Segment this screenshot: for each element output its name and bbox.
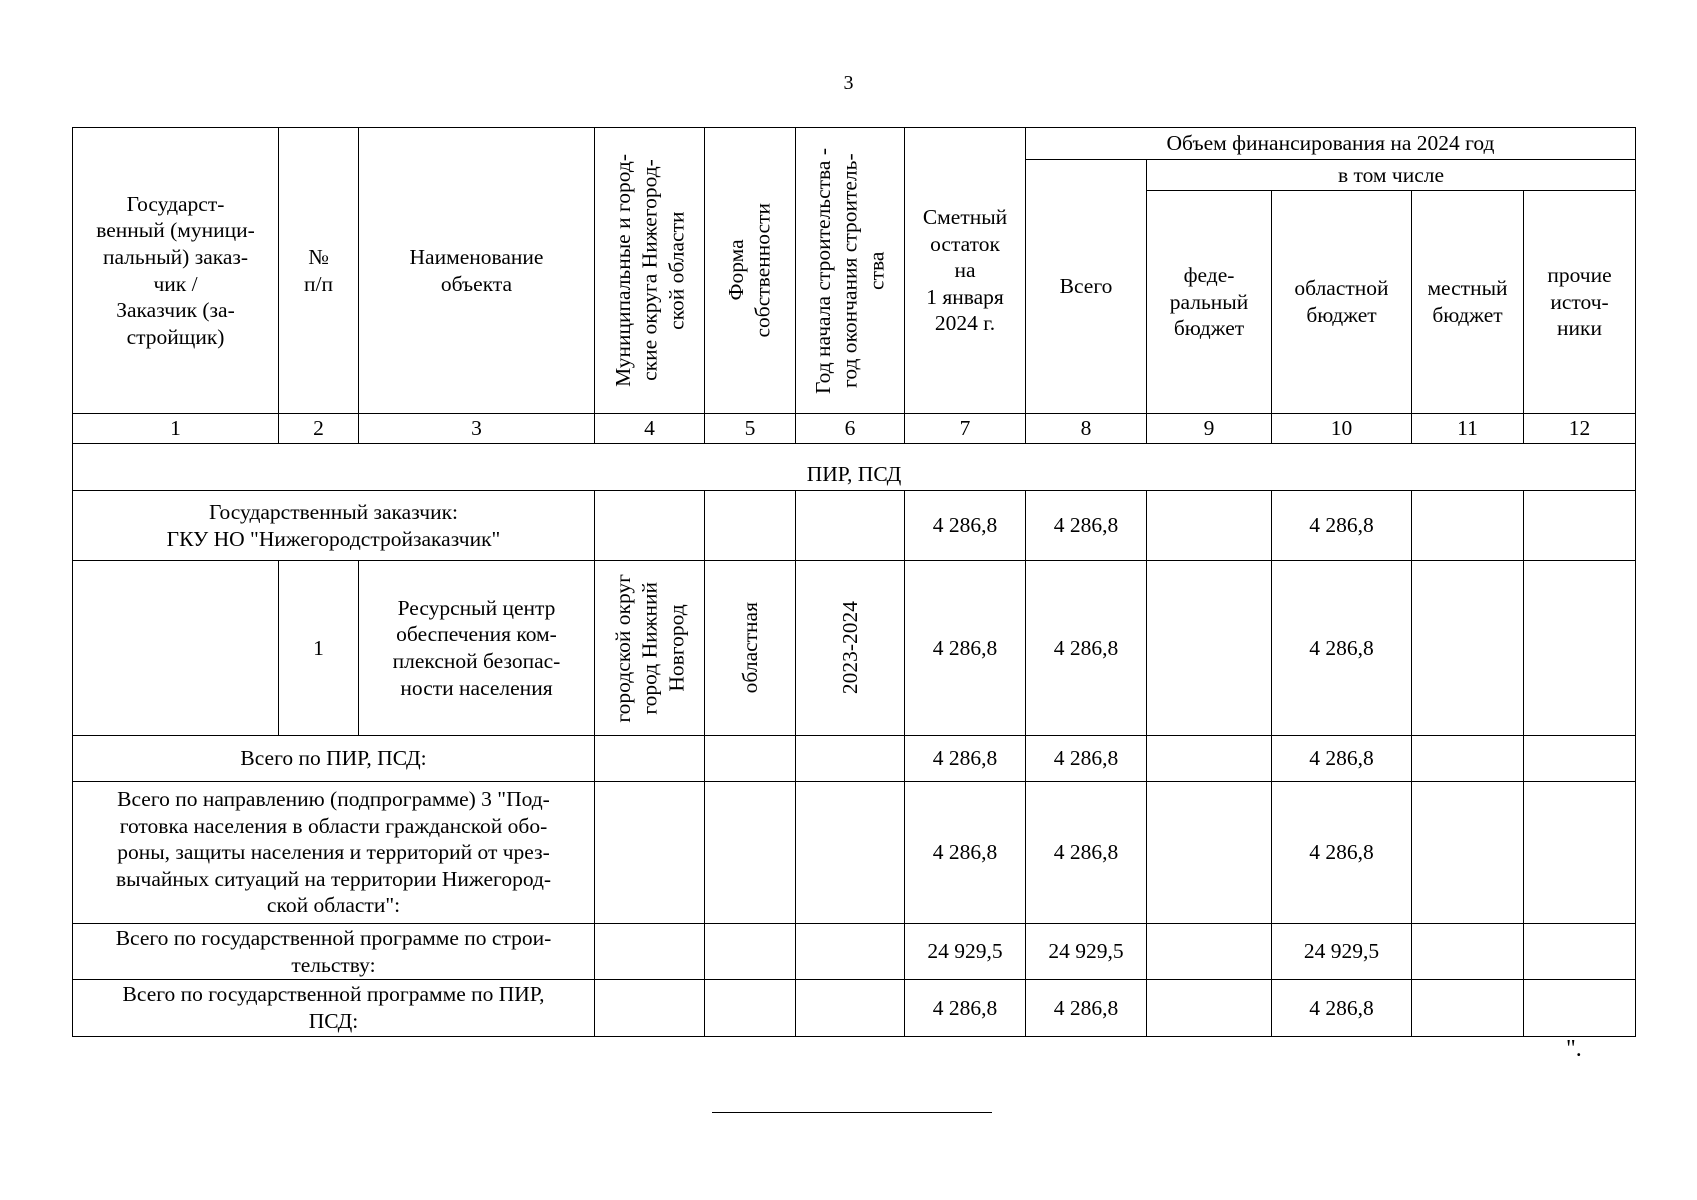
object-other [1524, 561, 1636, 736]
total-cell [705, 924, 796, 980]
col-number-7: 7 [905, 414, 1026, 444]
total-cell [1147, 980, 1272, 1037]
col-number-10: 10 [1272, 414, 1412, 444]
construction-funding-table [72, 127, 1636, 1037]
total-cell [1524, 736, 1636, 782]
total-row [73, 980, 1636, 1037]
total-cell [1524, 924, 1636, 980]
col-number-3: 3 [359, 414, 595, 444]
customer-ownership [705, 491, 796, 561]
total-cell [595, 924, 705, 980]
customer-municipality [595, 491, 705, 561]
col-number-2: 2 [279, 414, 359, 444]
header-num: № п/п [279, 128, 359, 414]
object-years-text: 2023-2024 [837, 601, 862, 695]
col-number-9: 9 [1147, 414, 1272, 444]
total-cell [1147, 736, 1272, 782]
header-funding-group: Объем финансирования на 2024 год [1026, 128, 1636, 160]
page-number: 3 [843, 72, 854, 94]
header-total: Всего [1026, 160, 1147, 414]
total-subprogram-label: Всего по направлению (подпрограмме) 3 "Под- готовка населения в области гражданской обо- роны, защиты населения и территорий от чрез- вычайных ситуаций на территории Нижегород- ской области": [73, 782, 595, 924]
total-row [73, 782, 1636, 924]
header-municipality [595, 128, 705, 414]
col-number-6: 6 [796, 414, 905, 444]
total-row [73, 924, 1636, 980]
col-number-5: 5 [705, 414, 796, 444]
total-cell [595, 980, 705, 1037]
total-cell [1412, 980, 1524, 1037]
object-total: 4 286,8 [1026, 561, 1147, 736]
total-cell [595, 736, 705, 782]
header-federal: феде- ральный бюджет [1147, 191, 1272, 414]
customer-label: Государственный заказчик: ГКУ НО "Нижегородстройзаказчик" [73, 491, 595, 561]
total-cell [1147, 924, 1272, 980]
header-object-name: Наименование объекта [359, 128, 595, 414]
total-regional: 4 286,8 [1272, 782, 1412, 924]
object-federal [1147, 561, 1272, 736]
object-local [1412, 561, 1524, 736]
object-regional: 4 286,8 [1272, 561, 1412, 736]
column-number-row [73, 414, 1636, 444]
object-municipality-text: городской округ город Нижний Новгород [610, 573, 688, 723]
total-cell [705, 980, 796, 1037]
customer-estimate: 4 286,8 [905, 491, 1026, 561]
total-sum: 4 286,8 [1026, 736, 1147, 782]
total-cell [796, 924, 905, 980]
total-estimate: 4 286,8 [905, 782, 1026, 924]
total-sum: 24 929,5 [1026, 924, 1147, 980]
total-regional: 4 286,8 [1272, 736, 1412, 782]
object-name: Ресурсный центр обеспечения ком- плексной безопас- ности населения [359, 561, 595, 736]
header-estimate: Сметный остаток на 1 января 2024 г. [905, 128, 1026, 414]
header-municipality-text: Муниципальные и город- ские округа Нижегород- ской области [610, 154, 688, 387]
object-estimate: 4 286,8 [905, 561, 1026, 736]
col-number-4: 4 [595, 414, 705, 444]
total-cell [1524, 980, 1636, 1037]
total-sum: 4 286,8 [1026, 782, 1147, 924]
total-cell [705, 782, 796, 924]
total-row [73, 736, 1636, 782]
total-cell [796, 782, 905, 924]
total-estimate: 4 286,8 [905, 736, 1026, 782]
header-row-1 [73, 128, 1636, 160]
total-estimate: 4 286,8 [905, 980, 1026, 1037]
section-title: ПИР, ПСД [73, 444, 1636, 491]
total-cell [796, 980, 905, 1037]
closing-quote-mark: ". [1566, 1036, 1582, 1062]
header-customer: Государст- венный (муници- пальный) заказ- чик / Заказчик (за- стройщик) [73, 128, 279, 414]
section-row [73, 444, 1636, 491]
total-regional: 4 286,8 [1272, 980, 1412, 1037]
object-ownership [705, 561, 796, 736]
total-sum: 4 286,8 [1026, 980, 1147, 1037]
customer-total: 4 286,8 [1026, 491, 1147, 561]
header-ownership-text: Форма собственности [724, 203, 775, 338]
header-local: местный бюджет [1412, 191, 1524, 414]
header-years-text: Год начала строительства - год окончания строитель- ства [811, 147, 889, 394]
total-regional: 24 929,5 [1272, 924, 1412, 980]
col-number-8: 8 [1026, 414, 1147, 444]
customer-other [1524, 491, 1636, 561]
object-num: 1 [279, 561, 359, 736]
object-customer [73, 561, 279, 736]
total-cell [1147, 782, 1272, 924]
object-years [796, 561, 905, 736]
customer-years [796, 491, 905, 561]
object-municipality [595, 561, 705, 736]
col-number-11: 11 [1412, 414, 1524, 444]
header-other: прочие источ- ники [1524, 191, 1636, 414]
header-including: в том числе [1147, 160, 1636, 191]
total-cell [796, 736, 905, 782]
total-cell [1412, 782, 1524, 924]
customer-regional: 4 286,8 [1272, 491, 1412, 561]
header-ownership [705, 128, 796, 414]
col-number-12: 12 [1524, 414, 1636, 444]
object-ownership-text: областная [737, 602, 762, 694]
total-cell [705, 736, 796, 782]
total-cell [1412, 736, 1524, 782]
total-cell [1524, 782, 1636, 924]
object-row [73, 561, 1636, 736]
col-number-1: 1 [73, 414, 279, 444]
total-estimate: 24 929,5 [905, 924, 1026, 980]
total-cell [595, 782, 705, 924]
footer-rule [712, 1112, 992, 1113]
total-cell [1412, 924, 1524, 980]
header-years [796, 128, 905, 414]
customer-federal [1147, 491, 1272, 561]
customer-row [73, 491, 1636, 561]
header-regional: областной бюджет [1272, 191, 1412, 414]
customer-local [1412, 491, 1524, 561]
total-construction-label: Всего по государственной программе по строи- тельству: [73, 924, 595, 980]
total-pir-psd-label: Всего по ПИР, ПСД: [73, 736, 595, 782]
total-program-pir-label: Всего по государственной программе по ПИР, ПСД: [73, 980, 595, 1037]
